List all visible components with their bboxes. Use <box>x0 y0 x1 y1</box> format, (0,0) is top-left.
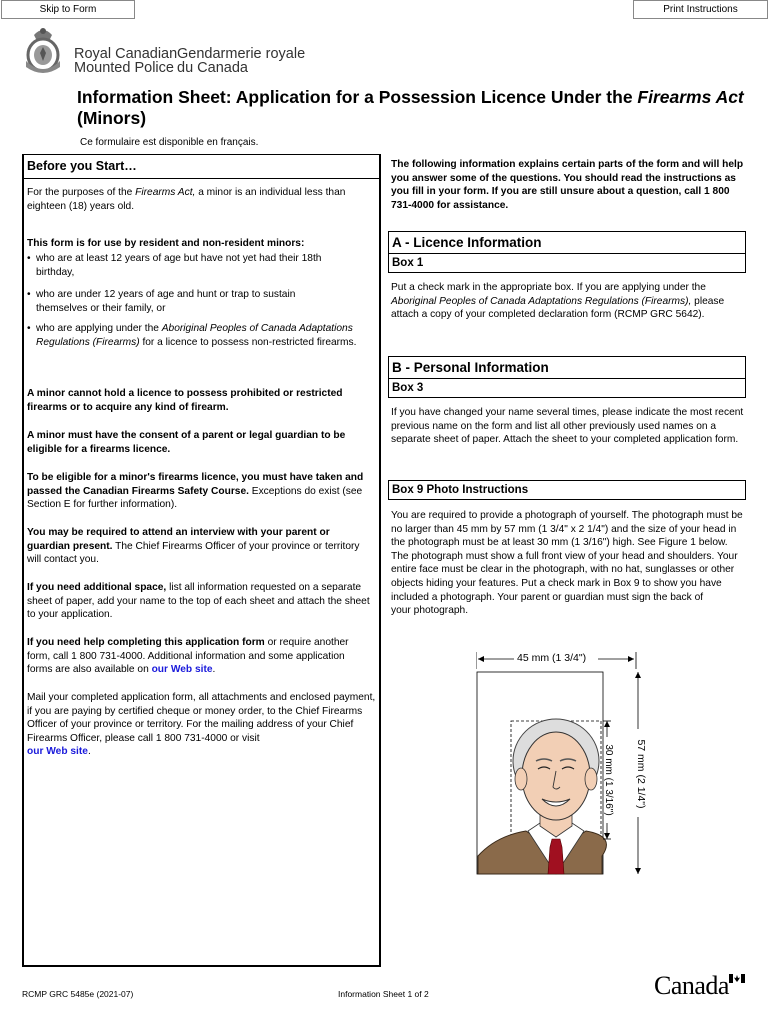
print-instructions-button[interactable]: Print Instructions <box>633 0 768 19</box>
canada-wordmark: Canada <box>654 971 729 1000</box>
prohibited-notice: A minor cannot hold a licence to possess prohibited or restricted firearms or to acquire any kind of firearm. <box>27 388 343 413</box>
canada-flag-icon <box>729 974 745 983</box>
figure-width-label: 45 mm (1 3/4") <box>517 652 587 664</box>
figure-head-label: 30 mm (1 3/16") <box>603 744 614 816</box>
french-notice: Ce formulaire est disponible en français. <box>80 137 259 148</box>
section-a-heading: A - Licence Information <box>388 231 746 254</box>
bullet-item-3: • who are applying under the Aboriginal Peoples of Canada Adaptations Regulations (Firearms) for a licence to possess non-restricted firearms. <box>27 323 357 348</box>
title-part2: (Minors) <box>77 108 147 128</box>
logo-fr-line2: du Canada <box>177 60 248 76</box>
logo-english <box>74 47 177 75</box>
web-site-link-2[interactable]: our Web site <box>27 746 88 758</box>
interview-notice: You may be required to attend an interview with your parent or guardian present. The Chief Firearms Officer of your province or territory will contact you. <box>27 527 360 566</box>
skip-to-form-button[interactable]: Skip to Form <box>1 0 135 19</box>
page-title <box>77 87 757 129</box>
section-b-heading: B - Personal Information <box>388 356 746 379</box>
title-part1: Information Sheet: Application for a Possession Licence Under the <box>77 87 638 107</box>
title-italic: Firearms Act <box>637 87 744 107</box>
minor-definition: For the purposes of the Firearms Act, a minor is an individual less than eighteen (18) years old. <box>27 187 346 212</box>
box-9-heading: Box 9 Photo Instructions <box>388 480 746 500</box>
consent-notice: A minor must have the consent of a parent or legal guardian to be eligible for a firearms licence. <box>27 430 346 455</box>
photo-size-figure <box>476 651 646 879</box>
resident-minors-intro: This form is for use by resident and non-resident minors: <box>27 238 305 249</box>
bullet-item-1: • who are at least 12 years of age but have not yet had their 18th birthday, <box>27 253 322 278</box>
mailing-notice: Mail your completed application form, all attachments and enclosed payment, if you are paying by certified cheque or money order, to the Chief Firearms Officer of your province or territory. For the mailing address of your Chief Firearms Officer, please call 1 800 731-4000 or visit our Web site. <box>27 692 376 758</box>
box-9-text: You are required to provide a photograph of yourself. The photograph must be no larger than 45 mm by 57 mm (1 3/4" x 2 1/4") and the size of your head in the photograph must be at least 30 mm (1 3/16") high. See Figure 1 below. The photograph must show a full front view of your head and shoulders. Your entire face must be clear in the photograph, with no hat, sunglasses or other objects hiding your features. Put a check mark in Box 9 to show you have included a photograph. Your parent or guardian must sign the back ofyour photograph. <box>391 510 743 617</box>
before-you-start-heading: Before you Start… <box>24 155 379 179</box>
bullet-item-2: • who are under 12 years of age and hunt or trap to sustain themselves or their family, or <box>27 289 296 314</box>
form-id: RCMP GRC 5485e (2021-07) <box>22 989 134 999</box>
web-site-link-1[interactable]: our Web site <box>151 664 213 676</box>
box-1-text: Put a check mark in the appropriate box. If you are applying under the Aboriginal Peoples of Canada Adaptations Regulations (Firearms), please attach a copy of your completed declaration form (RCMP GRC 5642). <box>391 282 725 321</box>
logo-en-line2: Mounted Police <box>74 60 174 76</box>
logo-en-line1: Royal Canadian <box>74 46 178 62</box>
box-3-text: If you have changed your name several times, please indicate the most recent previous name on the form and list all other previously used names on a separate sheet of paper. Attach the sheet to your completed application form. <box>391 407 744 446</box>
additional-space-notice: If you need additional space, list all information requested on a separate sheet of paper, add your name to the top of each sheet and attach the sheet to your application. <box>27 582 370 621</box>
figure-height-label: 57 mm (2 1/4") <box>635 739 647 809</box>
logo-french <box>177 47 305 75</box>
box-1-heading: Box 1 <box>388 253 746 273</box>
rcmp-crest-icon <box>22 25 64 75</box>
help-notice: If you need help completing this application form or require another form, call 1 800 731-4000. Additional information and some application forms are also available on our Web site. <box>27 637 349 676</box>
photo-figure-svg <box>476 651 646 879</box>
page-indicator: Information Sheet 1 of 2 <box>338 989 429 999</box>
box-3-heading: Box 3 <box>388 378 746 398</box>
instructions-intro: The following information explains certain parts of the form and will help you answer some of the questions. You should read the instructions as you fill in your form. If you are still unsure about a question, call 1 800 731-4000 for assistance. <box>391 159 744 211</box>
logo-fr-line1: Gendarmerie royale <box>177 46 306 62</box>
safety-course-notice: To be eligible for a minor's firearms licence, you must have taken and passed the Canadian Firearms Safety Course. Exceptions do exist (see Section E for further information). <box>27 472 364 511</box>
